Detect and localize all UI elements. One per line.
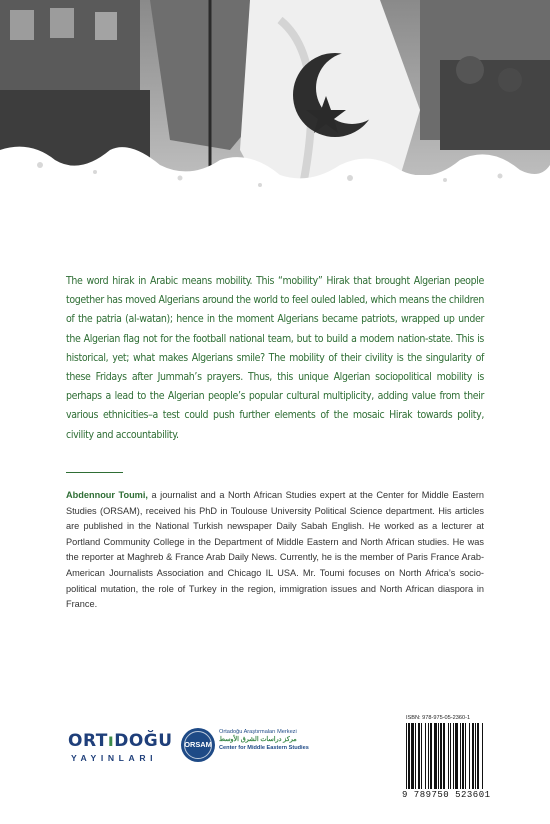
orsam-line-ar: مركز دراسات الشرق الأوسط (219, 736, 297, 744)
orsam-line-en: Center for Middle Eastern Studies (219, 745, 309, 752)
orsam-logo (181, 726, 311, 766)
publisher-name-part1: ORT (68, 731, 108, 751)
orsam-badge-icon: ORSAM (181, 728, 215, 762)
publisher-name-accent: ı (107, 731, 115, 751)
author-name: Abdennour Toumi, (66, 490, 148, 500)
divider-rule (66, 472, 123, 473)
publisher-logo (68, 730, 173, 772)
cover-photo (0, 0, 550, 230)
barcode-digits: 9 789750 523601 (402, 790, 491, 800)
publisher-subtitle: YAYINLARI (71, 753, 158, 763)
publisher-name-part2: DOĞU (114, 731, 173, 751)
isbn-label: ISBN: 978-975-05-2360-1 (406, 715, 471, 721)
author-bio (66, 488, 484, 613)
publisher-name (68, 730, 173, 752)
orsam-line-tr: Ortadoğu Araştırmaları Merkezi (219, 729, 297, 735)
algerian-flag-protest-photo (0, 0, 550, 230)
orsam-text (219, 728, 314, 753)
back-cover-blurb: The word hirak in Arabic means mobility. This “mobility” Hirak that brought Algerian people together has moved Algerians around the world to feel ouled labled, which means the children of the patria (al-watan); hence in the moment Algerians became patriots, wrapped up under the Algerian flag not for the football national team, but to build a modern nation-state. This is historical, yet; what makes Algerians smile? The mobility of their civility is the singularity of these Fridays after Jummah’s prayers. Thus, this unique Algerian sociopolitical mobility is perhaps a lead to the Algerian people’s popular cultural multiplicity, adding value from their various ethnicities–a test could push further elements of the mosaic Hirak towards polity, civility and accountability. (66, 275, 484, 441)
barcode-icon (404, 723, 516, 789)
author-bio-text: a journalist and a North African Studies expert at the Center for Middle Eastern Studies (ORSAM), received his PhD in Toulouse University Political Science department. His articles are published in the National Turkish newspaper Daily Sabah English. He worked as a lecturer at Portland Community College in the Department of Middle Eastern and North African studies. He was the reporter at Maghreb & France Arab Daily News. Currently, he is the member of Paris France Arab-American Journalists Association and Chicago IL USA. Mr. Toumi focuses on North Africa’s socio-political mutation, the role of Turkey in the region, immigration issues and North African diaspora in France. (66, 490, 484, 610)
